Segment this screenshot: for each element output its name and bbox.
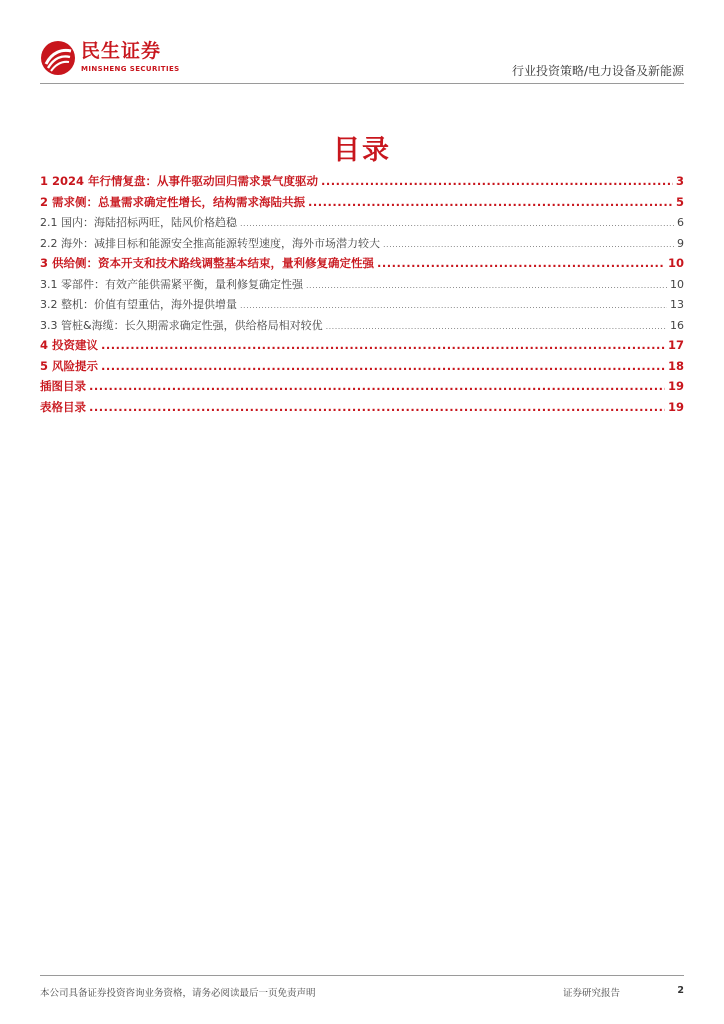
toc-entry-label: 3 供给侧：资本开支和技术路线调整基本结束，量利修复确定性强 [40,256,375,270]
toc-entry[interactable] [40,317,684,338]
footer-divider [40,975,684,976]
toc-leader-dots [101,338,665,352]
toc-entry-label: 2 需求侧：总量需求确定性增长，结构需求海陆共振 [40,194,306,209]
minsheng-logo-icon [40,40,76,76]
toc-entry[interactable] [40,194,684,215]
toc-entry[interactable] [40,358,684,379]
toc-leader-dots [101,359,665,373]
footer-disclaimer: 本公司具备证券投资咨询业务资格，请务必阅读最后一页免责声明 [40,988,316,999]
toc-entry-page: 3 [675,174,684,188]
company-logo [40,38,240,78]
report-category: 行业投资策略/电力设备及新能源 [511,64,684,78]
logo-text-cn: 民生证券 [81,40,162,62]
toc-leader-dots [240,301,667,310]
toc-entry[interactable] [40,337,684,358]
toc-entry-page: 18 [667,358,684,373]
toc-entry-label: 3.3 管桩&海缆：长久期需求确定性强，供给格局相对较优 [40,318,323,332]
header-divider [40,83,684,84]
toc-leader-dots [89,400,665,414]
toc-entry[interactable] [40,296,684,317]
toc-entry[interactable] [40,255,684,276]
toc-entry-label: 1 2024 年行情复盘：从事件驱动回归需求景气度驱动 [40,174,319,188]
toc-entry-page: 16 [670,318,684,332]
toc-entry-page: 10 [667,256,684,270]
toc-leader-dots [377,256,665,270]
toc-entry[interactable] [40,378,684,399]
toc-entry-page: 10 [670,277,684,291]
toc-entry-label: 2.1 国内：海陆招标两旺，陆风价格趋稳 [40,216,237,229]
toc-leader-dots [321,174,673,188]
toc-entry-label: 表格目录 [40,399,86,414]
toc-entry[interactable] [40,399,684,420]
toc-leader-dots [326,322,667,331]
toc-entry-page: 6 [677,216,684,229]
toc-entry-label: 5 风险提示 [40,358,99,373]
toc-leader-dots [240,219,674,228]
toc-entry-label: 4 投资建议 [40,338,99,352]
toc-entry-page: 17 [667,338,684,352]
toc-entry-label: 插图目录 [40,379,86,393]
page-header [40,38,684,84]
toc-leader-dots [383,240,674,249]
toc-entry-label: 3.2 整机：价值有望重估，海外提供增量 [40,298,237,311]
table-of-contents [40,173,684,419]
toc-entry[interactable] [40,235,684,256]
logo-text-en: MINSHENG SECURITIES [81,65,180,73]
toc-entry[interactable] [40,173,684,194]
toc-entry-page: 9 [677,236,684,250]
toc-entry[interactable] [40,214,684,235]
toc-title: 目录 [333,135,391,166]
toc-entry-page: 19 [667,379,684,393]
toc-entry[interactable] [40,276,684,297]
footer-doc-type: 证券研究报告 [563,988,621,999]
toc-entry-page: 13 [670,298,684,311]
toc-entry-page: 5 [675,194,684,209]
toc-entry-page: 19 [667,399,684,414]
toc-leader-dots [308,195,673,209]
page-number: 2 [677,985,684,996]
toc-entry-label: 2.2 海外：减排目标和能源安全推高能源转型速度，海外市场潜力较大 [40,236,380,250]
toc-leader-dots [89,379,665,393]
toc-leader-dots [306,281,667,290]
toc-entry-label: 3.1 零部件：有效产能供需紧平衡，量利修复确定性强 [40,277,303,291]
